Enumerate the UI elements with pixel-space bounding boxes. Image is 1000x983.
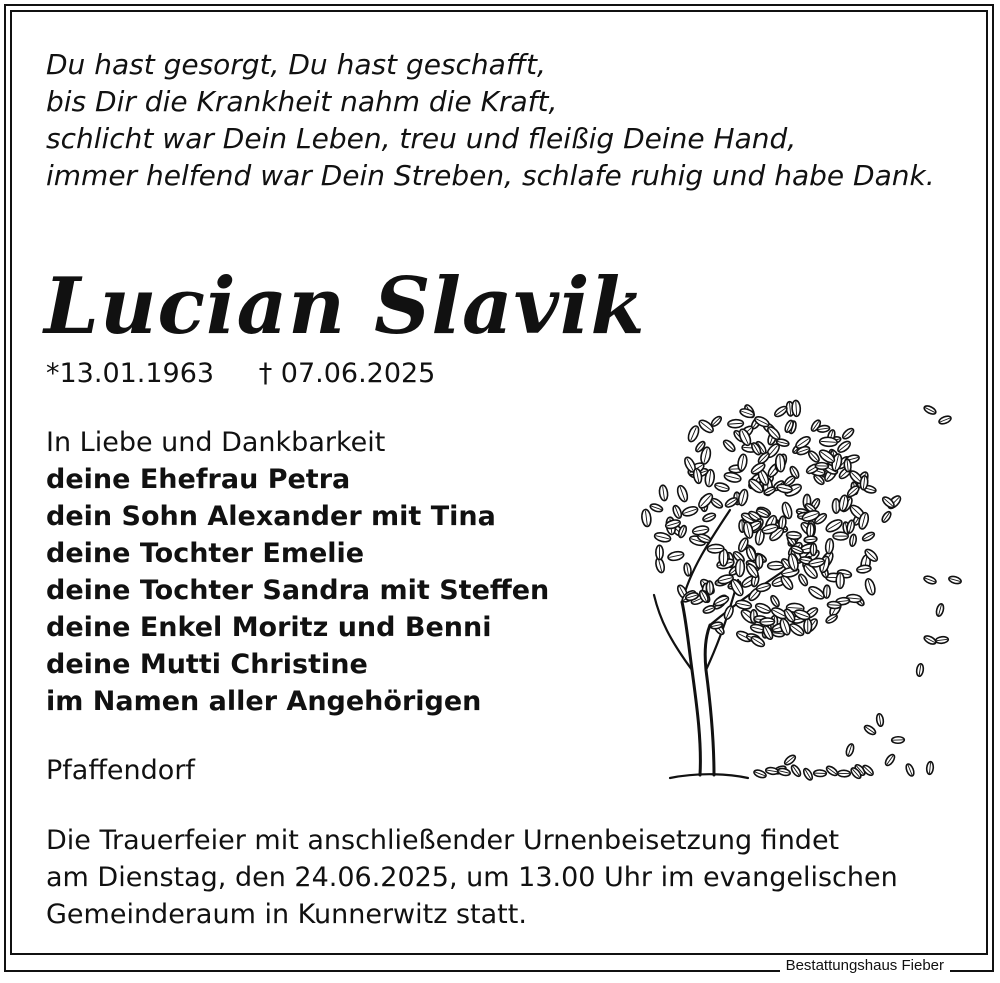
poem xyxy=(46,46,946,194)
mourner-line: deine Ehefrau Petra xyxy=(46,464,351,495)
death-date: † 07.06.2025 xyxy=(258,358,436,389)
funeral-home-credit: Bestattungshaus Fieber xyxy=(780,957,950,975)
deceased-name: Lucian Slavik xyxy=(44,261,646,352)
funeral-line: am Dienstag, den 24.06.2025, um 13.00 Uhr im evangelischen xyxy=(46,862,898,893)
mourner-line: deine Enkel Moritz und Benni xyxy=(46,612,492,643)
mourners xyxy=(46,424,549,720)
poem-line: schlicht war Dein Leben, treu und fleißig Deine Hand, xyxy=(46,122,797,155)
place: Pfaffendorf xyxy=(46,755,195,786)
mourners-intro: In Liebe und Dankbarkeit xyxy=(46,427,386,458)
poem-line: immer helfend war Dein Streben, schlafe ruhig und habe Dank. xyxy=(46,159,935,192)
windblown-tree-icon xyxy=(630,340,970,790)
poem-line: Du hast gesorgt, Du hast geschafft, xyxy=(46,48,546,81)
mourner-line: deine Tochter Sandra mit Steffen xyxy=(46,575,550,606)
funeral-line: Die Trauerfeier mit anschließender Urnenbeisetzung findet xyxy=(46,825,840,856)
poem-line: bis Dir die Krankheit nahm die Kraft, xyxy=(46,85,558,118)
mourner-line: deine Tochter Emelie xyxy=(46,538,365,569)
birth-date: *13.01.1963 xyxy=(46,358,215,389)
funeral-line: Gemeinderaum in Kunnerwitz statt. xyxy=(46,899,527,930)
funeral-notice xyxy=(46,822,966,933)
mourner-line: dein Sohn Alexander mit Tina xyxy=(46,501,496,532)
mourner-line: im Namen aller Angehörigen xyxy=(46,686,482,717)
life-dates xyxy=(46,356,435,392)
mourner-line: deine Mutti Christine xyxy=(46,649,368,680)
